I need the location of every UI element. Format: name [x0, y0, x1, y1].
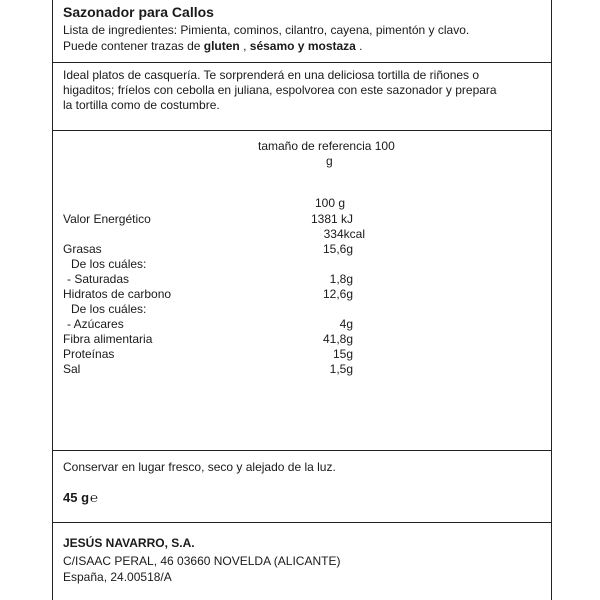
nutrient-label: - Saturadas	[67, 272, 130, 286]
product-title: Sazonador para Callos	[63, 4, 214, 20]
nutrition-row-energy	[63, 212, 363, 226]
company-name: JESÚS NAVARRO, S.A.	[63, 536, 195, 550]
nutrition-row-fat-of-which	[63, 257, 363, 271]
ingredients-list: Lista de ingredientes: Pimienta, cominos, cilantro, cayena, pimentón y clavo.	[63, 23, 470, 37]
nutrient-value: 1381 kJ	[310, 212, 353, 226]
allergen-sesame-mustard: sésamo y mostaza	[249, 39, 356, 53]
company-section	[53, 522, 551, 600]
allergen-gluten: gluten	[203, 39, 240, 53]
nutrition-row-fibre	[63, 332, 363, 346]
nutrition-row-salt	[63, 362, 363, 376]
estimated-sign-icon: ℮	[90, 490, 98, 505]
net-weight-value: 45 g	[63, 490, 90, 505]
nutrient-value: 1,5g	[329, 362, 353, 376]
nutrient-label: De los cuáles:	[71, 302, 147, 316]
usage-line-1: Ideal platos de casquería. Te sorprenderá en una deliciosa tortilla de riñones o	[63, 68, 480, 82]
usage-line-3: la tortilla como de costumbre.	[63, 98, 220, 112]
storage-instructions: Conservar en lugar fresco, seco y alejado de la luz.	[63, 460, 336, 474]
reference-amount-line-1: tamaño de referencia 100	[258, 139, 395, 153]
usage-line-2: higaditos; fríelos con cebolla en juliana, espolvorea con este sazonador y prepara	[63, 83, 497, 97]
nutrient-label: - Azúcares	[67, 317, 124, 331]
storage-section	[53, 450, 551, 523]
nutrient-value: 12,6g	[322, 287, 353, 301]
nutrition-row-sugars	[63, 317, 363, 331]
allergen-notice	[63, 39, 363, 54]
nutrient-label: Fibra alimentaria	[63, 332, 153, 346]
nutrient-label: Grasas	[63, 242, 102, 256]
allergen-suffix: .	[355, 39, 363, 53]
nutrient-value: 15,6g	[322, 242, 353, 256]
net-weight	[63, 490, 98, 505]
nutrition-row-saturates	[63, 272, 363, 286]
nutrient-value: 41,8g	[322, 332, 353, 346]
label-panel	[52, 0, 552, 600]
company-address: C/ISAAC PERAL, 46 03660 NOVELDA (ALICANTE)	[63, 554, 341, 568]
nutrition-row-fat	[63, 242, 363, 256]
nutrition-row-energy-kcal	[63, 227, 363, 241]
nutrient-label: De los cuáles:	[71, 257, 147, 271]
usage-section	[53, 62, 551, 131]
reference-amount-line-2: g	[326, 154, 333, 168]
nutrient-value: 334kcal	[323, 227, 365, 241]
nutrient-value: 1,8g	[329, 272, 353, 286]
column-header-100g: 100 g	[315, 196, 346, 210]
nutrient-label: Hidratos de carbono	[63, 287, 172, 301]
nutrition-section	[53, 130, 551, 451]
nutrient-label: Valor Energético	[63, 212, 151, 226]
nutrient-label: Sal	[63, 362, 81, 376]
nutrition-row-protein	[63, 347, 363, 361]
nutrient-value: 15g	[332, 347, 353, 361]
nutrient-value: 4g	[339, 317, 353, 331]
nutrition-row-carb-of-which	[63, 302, 363, 316]
ingredients-section	[53, 0, 551, 63]
allergen-separator: ,	[239, 39, 250, 53]
nutrient-label: Proteínas	[63, 347, 115, 361]
nutrition-row-carbohydrate	[63, 287, 363, 301]
company-registry: España, 24.00518/A	[63, 570, 172, 584]
allergen-prefix: Puede contener trazas de	[63, 39, 204, 53]
